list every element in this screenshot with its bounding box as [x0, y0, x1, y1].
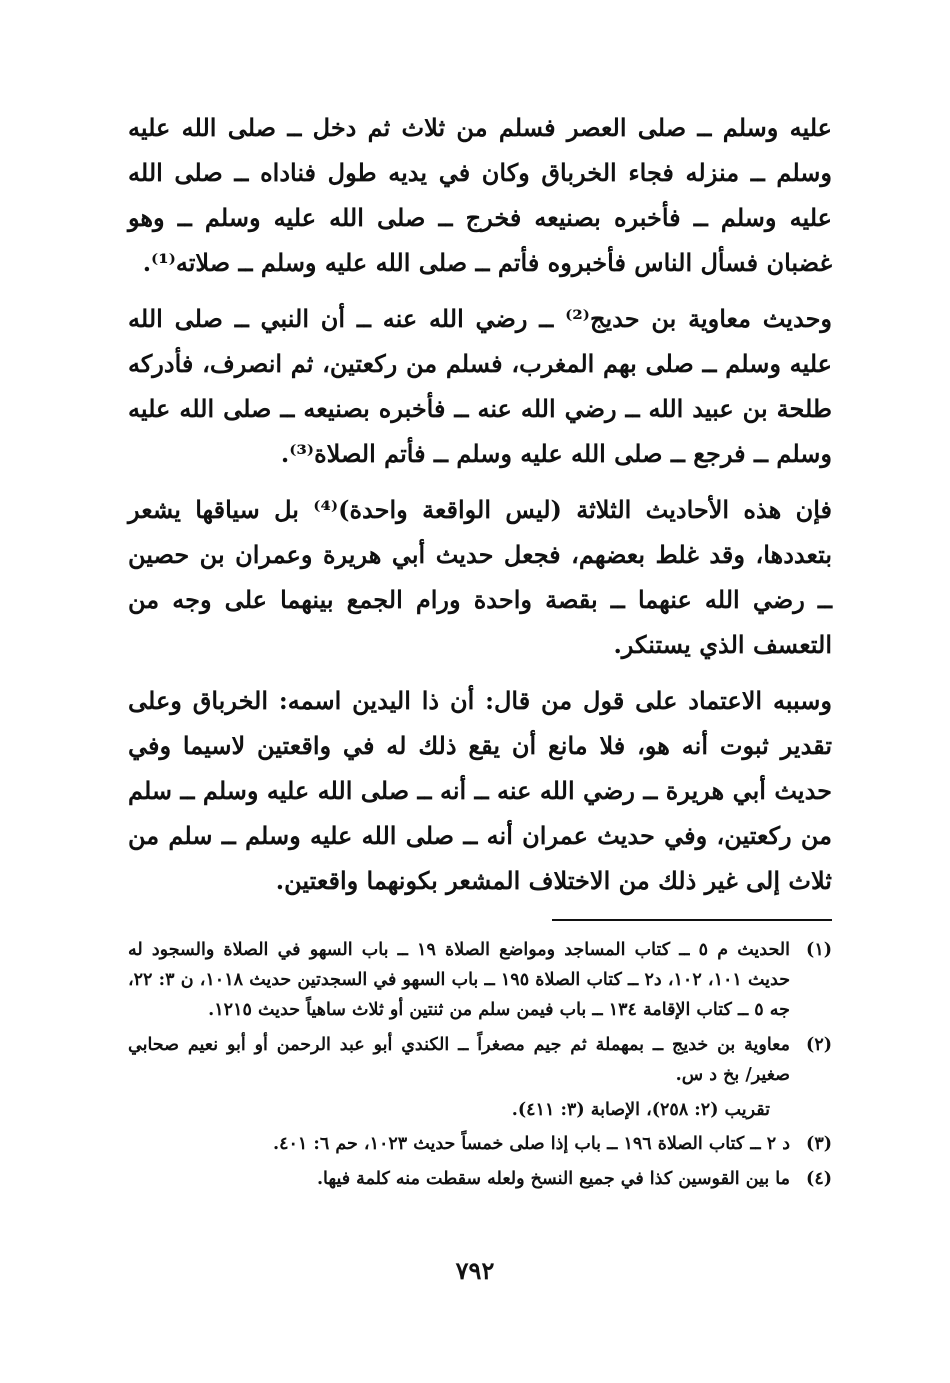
- footnotes: [128, 935, 832, 1194]
- footnote-text: الحديث م ٥ ــ كتاب المساجد ومواضع الصلاة ١٩ ــ باب السهو في الصلاة والسجود له حديث ١٠١، ١٠٢، د٢ ــ كتاب الصلاة ١٩٥ ــ باب السهو في السجدتين حديث ١٠١٨، ن ٣: ٢٢، جه ٥ ــ كتاب الإقامة ١٣٤ ــ باب فيمن سلم من ثنتين أو ثلاث ساهياً حديث ١٢١٥.: [128, 940, 791, 1020]
- paragraph: فإن هذه الأحاديث الثلاثة (ليس الواقعة واحدة)⁽⁴⁾ بل سياقها يشعر بتعددها، وقد غلط بعضهم، فجعل حديث أبي هريرة وعمران بن حصين ــ رضي الله عنهما ــ بقصة واحدة ورام الجمع بينهما على وجه من التعسف الذي يستنكر.: [128, 495, 833, 659]
- footnote-continuation: تقريب (٢: ٢٥٨)، الإصابة (٣: ٤١١).: [511, 1100, 770, 1120]
- page-number: ٧٩٢: [455, 1256, 495, 1285]
- paragraph: وحديث معاوية بن حديج⁽²⁾ ــ رضي الله عنه ــ أن النبي ــ صلى الله عليه وسلم ــ صلى بهم المغرب، فسلم من ركعتين، ثم انصرف، فأدركه طلحة بن عبيد الله ــ رضي الله عنه ــ فأخبره بصنيعه ــ صلى الله عليه وسلم ــ فرجع ــ صلى الله عليه وسلم ــ فأتم الصلاة⁽³⁾.: [128, 304, 833, 468]
- footnote-text: د ٢ ــ كتاب الصلاة ١٩٦ ــ باب إذا صلى خمساً حديث ١٠٢٣، حم ٦: ٤٠١.: [273, 1134, 790, 1154]
- paragraph: وسببه الاعتماد على قول من قال: أن ذا اليدين اسمه: الخرباق وعلى تقدير ثبوت أنه هو، فلا مانع أن يقع ذلك له في واقعتين لاسيما وفي حديث أبي هريرة ــ رضي الله عنه ــ أنه ــ صلى الله عليه وسلم ــ سلم من ركعتين، وفي حديث عمران أنه ــ صلى الله عليه وسلم ــ سلم من ثلاث إلى غير ذلك من الاختلاف المشعر بكونهما واقعتين.: [128, 686, 832, 895]
- footnote-text: ما بين القوسين كذا في جميع النسخ ولعله سقطت منه كلمة فيها.: [316, 1169, 790, 1189]
- footnote-separator: [552, 919, 832, 921]
- footnote-number: (٣): [806, 1134, 832, 1154]
- footnote: [128, 1129, 832, 1159]
- footnote-number: (٢): [806, 1035, 832, 1055]
- paragraph: عليه وسلم ــ صلى العصر فسلم من ثلاث ثم دخل ــ صلى الله عليه وسلم ــ منزله فجاء الخرباق وكان في يديه طول فناداه ــ صلى الله عليه وسلم ــ فأخبره بصنيعه فخرج ــ صلى الله عليه وسلم ــ وهو غضبان فسأل الناس فأخبروه فأتم ــ صلى الله عليه وسلم ــ صلاته⁽¹⁾.: [128, 113, 832, 277]
- footnote-text: معاوية بن خديج ــ بمهملة ثم جيم مصغراً ــ الكندي أبو عبد الرحمن أو أبو نعيم صحابي صغير/ بخ د س.: [128, 1035, 790, 1085]
- footnote: [128, 935, 832, 1025]
- footnote: [128, 1164, 832, 1194]
- footnote-number: (٤): [806, 1169, 832, 1189]
- main-text: [128, 105, 832, 903]
- footnote: [128, 1030, 832, 1090]
- footnote-number: (١): [806, 940, 832, 960]
